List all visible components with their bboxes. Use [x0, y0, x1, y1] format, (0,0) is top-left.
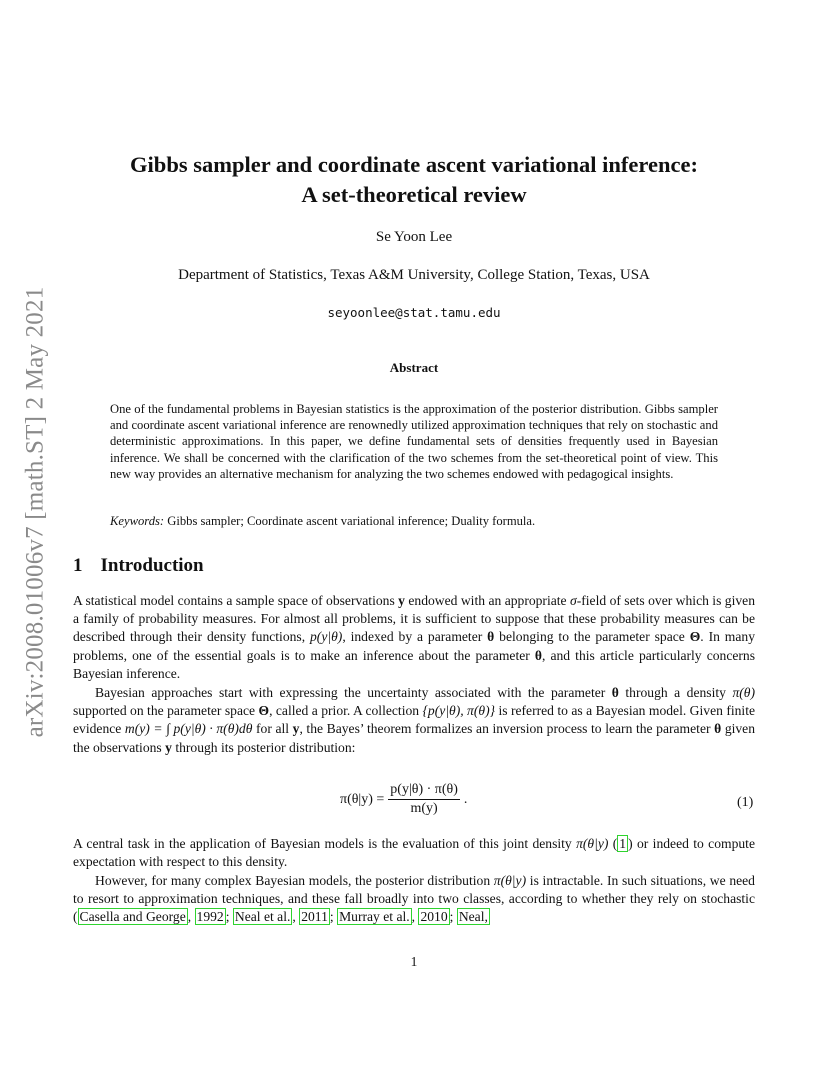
page-number: 1 [410, 954, 418, 969]
citation-neal[interactable]: Neal, [458, 909, 488, 925]
equation-denominator: m(y) [410, 801, 438, 816]
equation-1: π(θ|y) = $\frac{p(y|\theta) \cdot \pi(\theta)}{m(y)}$ . [340, 782, 468, 816]
section-title: Introduction [100, 555, 204, 576]
arxiv-identifier: arXiv:2008.01006v7 [math.ST] 2 May 2021 [21, 286, 48, 738]
equation-reference-link[interactable]: 1 [619, 836, 627, 851]
paragraph-4: However, for many complex Bayesian models, the posterior distribution π(θ|y) is intractable. In such situations, we need to resort to approximation techniques, and these fall broadly into two classes, according to whether they rely on stochastic ( Casella and George , 1992 ; Neal et al. , 2011 ; Murray et al. , 2010 ; Neal, [73, 873, 755, 925]
citation-murray-et-al-year[interactable]: 2010 [420, 909, 448, 925]
section-heading [73, 555, 204, 577]
abstract-heading: Abstract [389, 360, 439, 375]
author-affiliation: Department of Statistics, Texas A&M University, College Station, Texas, USA [178, 267, 650, 283]
equation-lhs: π(θ|y) = [340, 791, 385, 807]
title-line-1: Gibbs sampler and coordinate ascent variational inference: [130, 152, 698, 177]
paragraph-2: Bayesian approaches start with expressing the uncertainty associated with the parameter θ through a density π(θ) supported on the parameter space Θ, called a prior. A collection {p(y|θ), π(θ)} is referred to as a Bayesian model. Given finite evidence m(y) = ∫ p(y|θ) · π(θ)dθ for all y, the Bayes’ theorem formalizes an inversion process to learn the parameter θ given the observations y through its posterior distribution: [73, 685, 756, 755]
title-line-2: A set-theoretical review [301, 182, 527, 207]
section-number: 1 [73, 555, 83, 576]
abstract-text: One of the fundamental problems in Bayesian statistics is the approximation of the posterior distribution. Gibbs sampler and coordinate ascent variational inference are renownedly utilized approximation techniques that rely on stochastic and deterministic approximations. In this paper, we define fundamental sets of densities frequently used in Bayesian inference. We shall be concerned with the clarification of the two schemes from the set-theoretical point of view. This new way provides an alternative mechanism for analyzing the two schemes endowed with pedagogical insights. [110, 402, 718, 481]
author-email[interactable]: seyoonlee@stat.tamu.edu [327, 305, 501, 320]
equation-fraction [388, 782, 460, 817]
paper-title [60, 150, 768, 210]
keywords-label: Keywords: [110, 514, 165, 528]
equation-numerator: p(y|θ) · π(θ) [388, 782, 460, 800]
keywords-text: Gibbs sampler; Coordinate ascent variational inference; Duality formula. [167, 514, 536, 528]
citation-casella-george-year[interactable]: 1992 [196, 909, 224, 925]
keywords [110, 514, 718, 529]
citation-neal-et-al-year[interactable]: 2011 [301, 909, 328, 925]
arxiv-side-stamp [18, 272, 52, 752]
author-name: Se Yoon Lee [375, 229, 453, 245]
equation-number: (1) [737, 795, 754, 810]
citation-neal-et-al[interactable]: Neal et al. [234, 909, 291, 925]
paragraph-1: A statistical model contains a sample space of observations y endowed with an appropriate σ-field of sets over which is given a family of probability measures. For almost all problems, it is sufficient to suppose that these probability measures can be described through their density functions, p(y|θ), indexed by a parameter θ belonging to the parameter space Θ. In many problems, one of the essential goals is to make an inference about the parameter θ, and this article particularly concerns Bayesian inference. [73, 593, 755, 681]
citation-casella-george[interactable]: Casella and George [79, 909, 186, 925]
paragraph-3: A central task in the application of Bayesian models is the evaluation of this joint density π(θ|y) ( 1 ) or indeed to compute expectation with respect to this density. [73, 836, 755, 870]
citation-murray-et-al[interactable]: Murray et al. [339, 909, 410, 925]
